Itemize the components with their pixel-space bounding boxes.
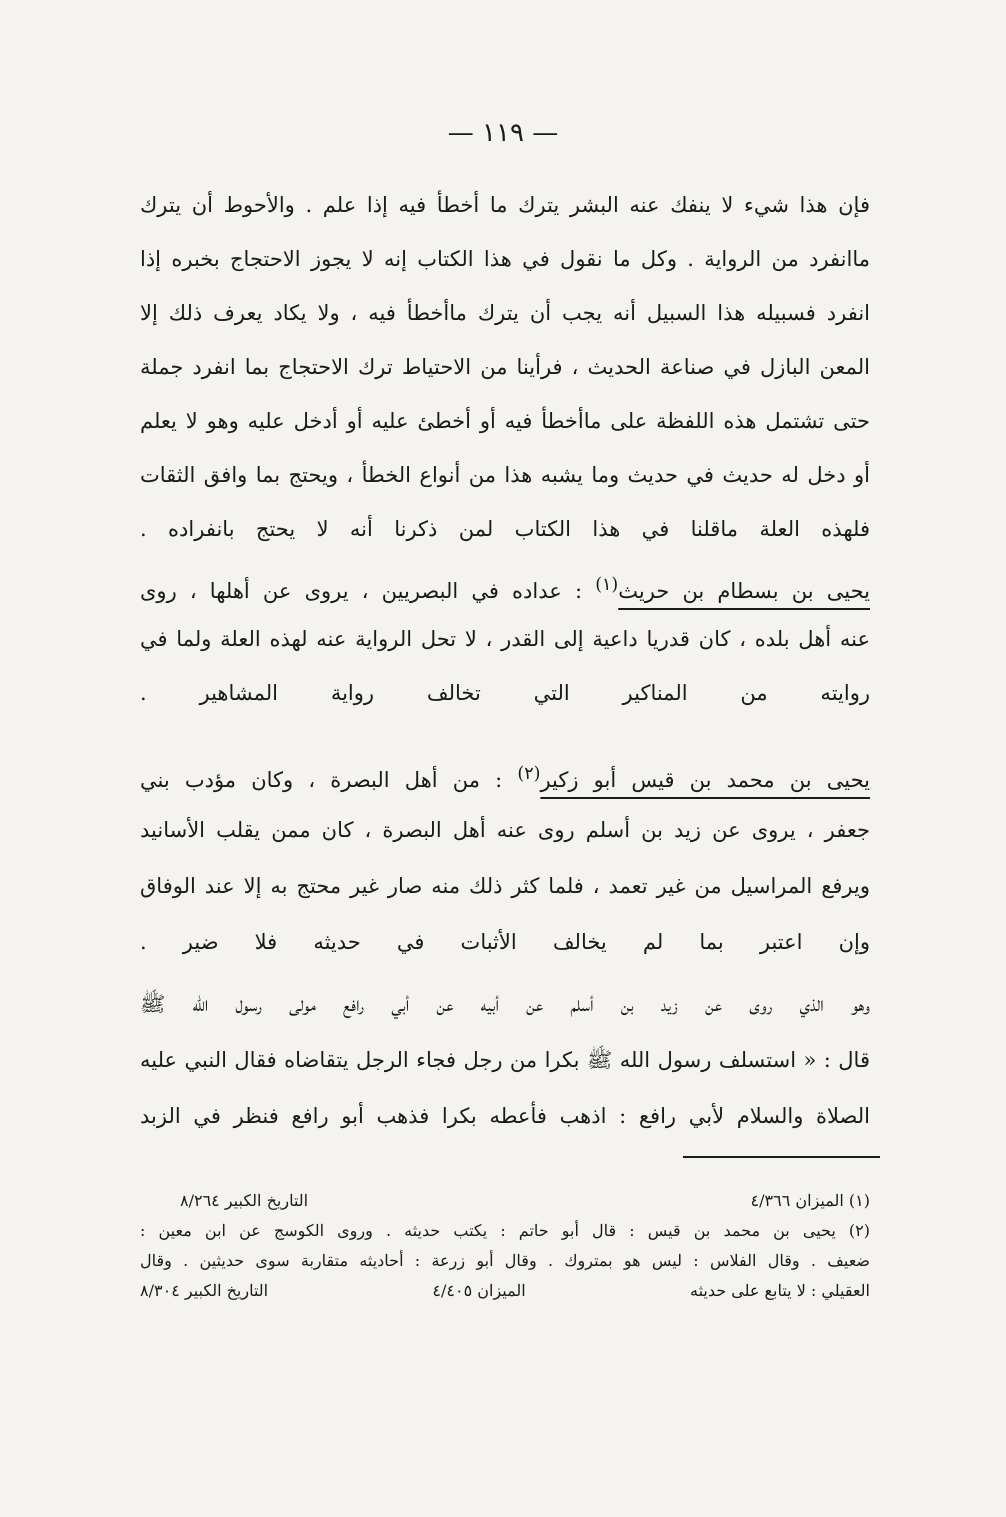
footnote-2-last-line bbox=[140, 1276, 870, 1306]
entry-first-line bbox=[140, 746, 870, 802]
text-line: أو دخل له حديث في حديث وما يشبه هذا من أنواع الخطأ ، ويحتج بما وافق الثقات bbox=[140, 463, 870, 487]
text-line: روايته من المناكير التي تخالف رواية المشاهير . bbox=[140, 681, 870, 705]
entry-heading: يحيى بن بسطام بن حريث bbox=[618, 579, 870, 603]
text-line: وإن اعتبر بما لم يخالف الأثبات في حديثه فلا ضير . bbox=[140, 930, 870, 954]
footnote-2-line: ضعيف . وقال الفلاس : ليس هو بمتروك . وقال أبو زرعة : أحاديثه متقاربة سوى حديثين . وقال bbox=[140, 1251, 870, 1270]
footnote-marker: (٢) bbox=[517, 764, 541, 784]
entry-first-line bbox=[140, 558, 870, 612]
text-line: المعن البازل في صناعة الحديث ، فرأينا من الاحتياط ترك الاحتجاج بما انفرد جملة bbox=[140, 355, 870, 379]
footnotes bbox=[140, 1186, 870, 1306]
footnote-1 bbox=[140, 1186, 870, 1216]
entry-heading: يحيى بن محمد بن قيس أبو زكير bbox=[540, 768, 870, 792]
text-line: حتى تشتمل هذه اللفظة على ماأخطأ فيه أو أخطئ عليه أو أدخل عليه وهو لا يعلم bbox=[140, 409, 870, 433]
entry-text: : من أهل البصرة ، وكان مؤدب بني bbox=[140, 768, 518, 792]
footnote-2-line: (٢) يحيى بن محمد بن قيس : قال أبو حاتم : يكتب حديثه . وروى الكوسج عن ابن معين : bbox=[140, 1221, 870, 1240]
entry-yahya-muhammad bbox=[140, 746, 870, 970]
text-line: جعفر ، يروى عن زيد بن أسلم روى عنه أهل البصرة ، كان ممن يقلب الأسانيد bbox=[140, 818, 870, 842]
page-number: — ١١٩ — bbox=[447, 118, 559, 148]
footnote-2-text: العقيلي : لا يتابع على حديثه bbox=[690, 1281, 870, 1300]
footnote-1-ref: التاريخ الكبير ٨/٢٦٤ bbox=[180, 1191, 309, 1210]
paragraph-1 bbox=[140, 178, 870, 556]
text-line: قال : « استسلف رسول الله ﷺ بكرا من رجل فجاء الرجل يتقاضاه فقال النبي عليه bbox=[140, 1048, 870, 1072]
text-line: الصلاة والسلام لأبي رافع : اذهب فأعطه بكرا فذهب أبو رافع فنظر في الزبد bbox=[140, 1104, 870, 1128]
paragraph-hadith bbox=[140, 976, 870, 1144]
text-line: عنه أهل بلده ، كان قدريا داعية إلى القدر ، لا تحل الرواية عنه لهذه العلة ولما في bbox=[140, 627, 870, 651]
text-line: فإن هذا شيء لا ينفك عنه البشر يترك ما أخطأ فيه إذا علم . والأحوط أن يترك bbox=[140, 193, 870, 217]
text-line: انفرد فسبيله هذا السبيل أنه يجب أن يترك ماأخطأ فيه ، ولا يكاد يعرف ذلك إلا bbox=[140, 301, 870, 325]
text-line: ماانفرد من الرواية . وكل ما نقول في هذا الكتاب إنه لا يجوز الاحتجاج بخبره إذا bbox=[140, 247, 870, 271]
footnote-1-source: (١) الميزان ٤/٣٦٦ bbox=[750, 1191, 870, 1210]
footnote-2-mizan: الميزان ٤/٤٠٥ bbox=[432, 1281, 526, 1300]
text-line: فلهذه العلة ماقلنا في هذا الكتاب لمن ذكرنا أنه لا يحتج بانفراده . bbox=[140, 517, 870, 541]
entry-text: : عداده في البصريين ، يروى عن أهلها ، روى bbox=[140, 579, 596, 603]
text-line: ويرفع المراسيل من غير تعمد ، فلما كثر ذلك منه صار غير محتج به إلا عند الوفاق bbox=[140, 874, 870, 898]
entry-yahya-bistam bbox=[140, 558, 870, 720]
footnote-marker: (١) bbox=[595, 575, 619, 595]
text-line: وهو الذي روى عن زيد بن أسلم عن أبيه عن أبي رافع مولى رسول الله ﷺ bbox=[140, 992, 870, 1016]
footnote-separator bbox=[683, 1156, 880, 1158]
footnote-2-tarikh: التاريخ الكبير ٨/٣٠٤ bbox=[140, 1281, 269, 1300]
